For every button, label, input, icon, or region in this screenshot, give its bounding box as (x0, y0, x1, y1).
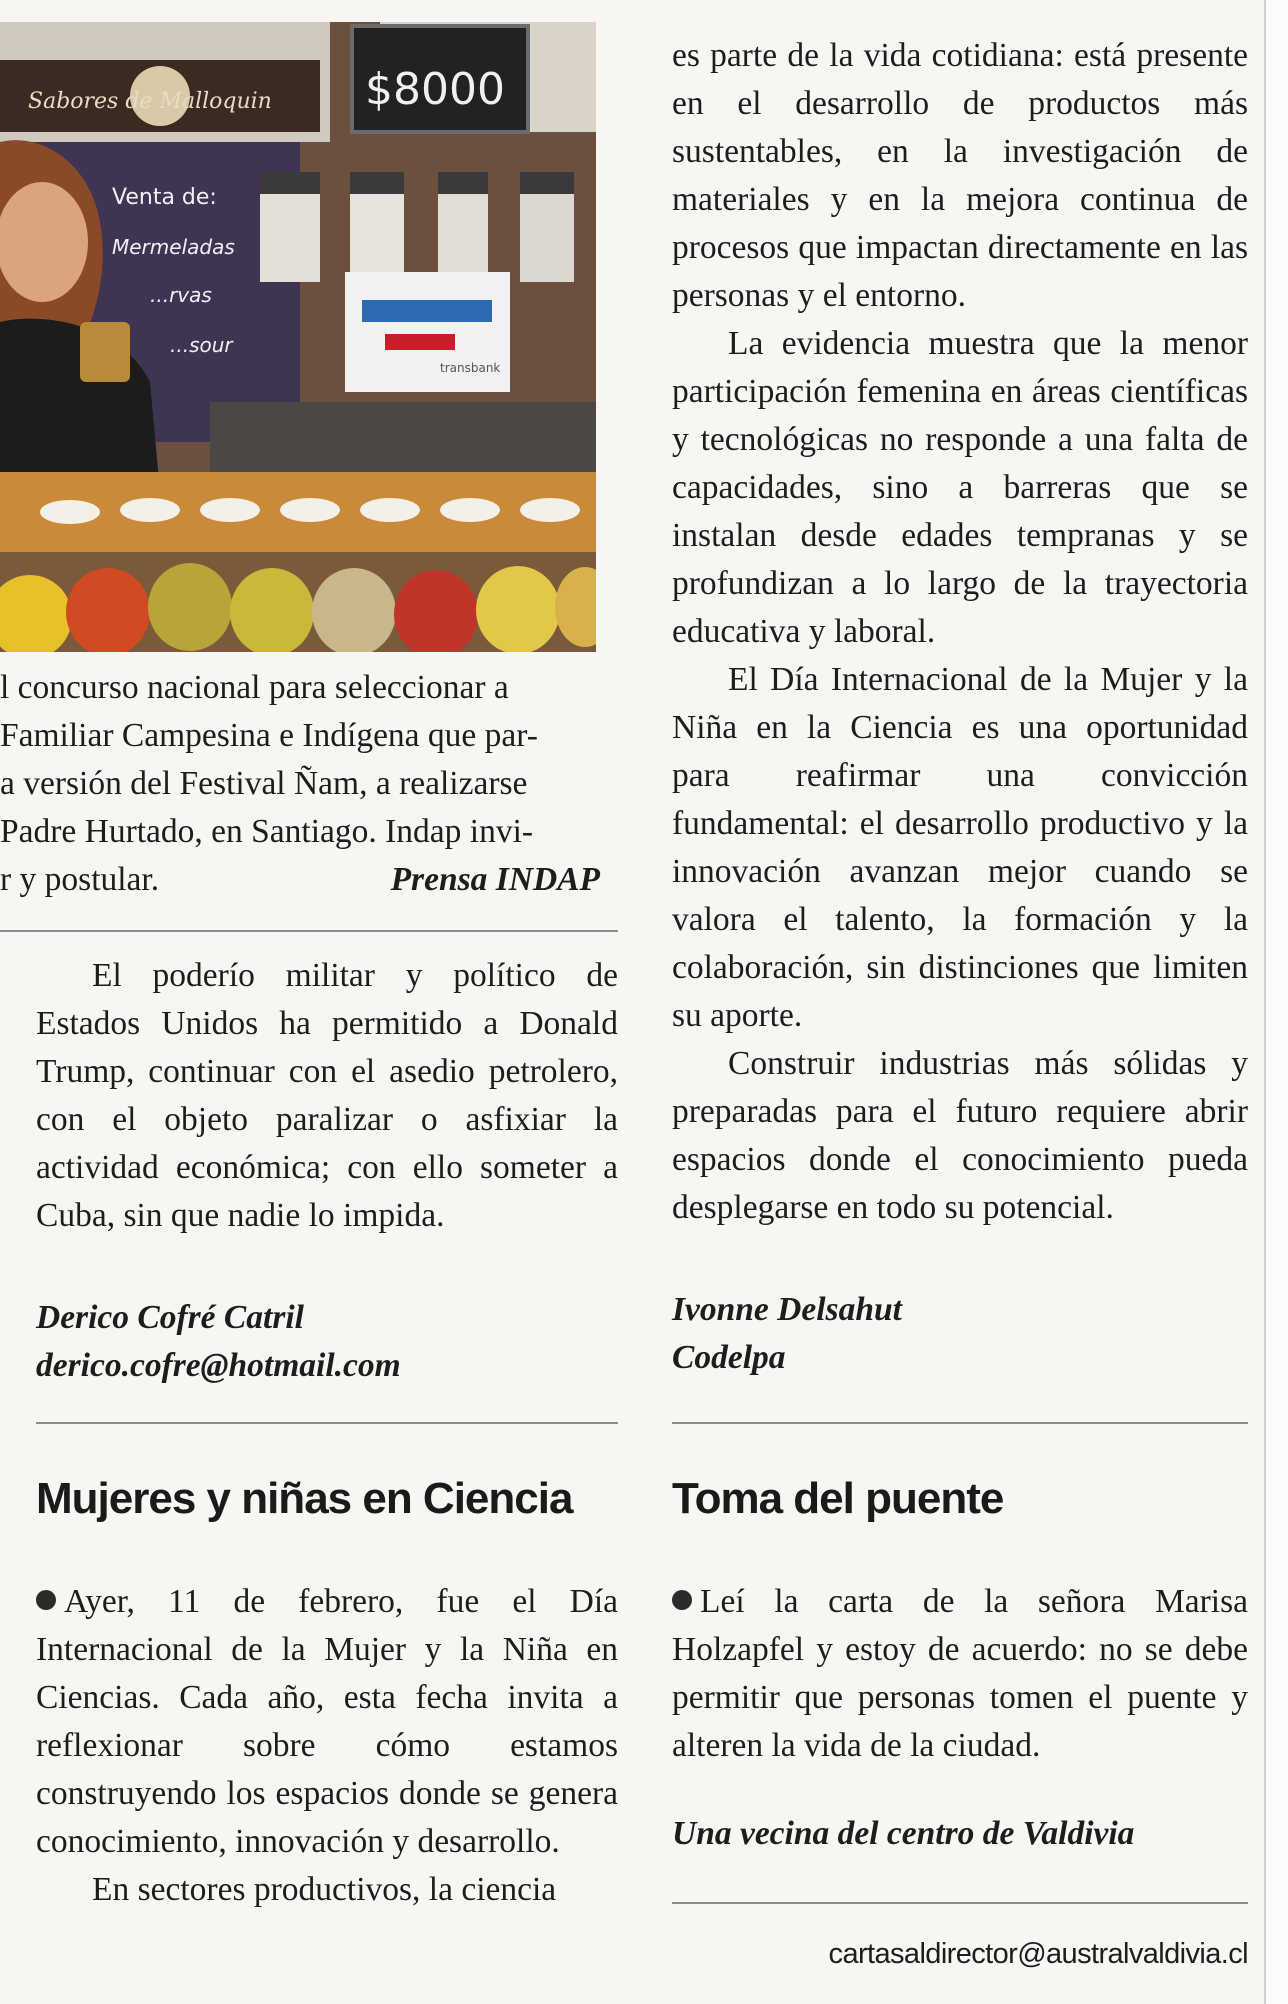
letter-ciencia-paragraph-1: Ayer, 11 de febrero, fue el Día Internacional de la Mujer y la Niña en Ciencias. Cada año, esta fecha invita a reflexionar sobre cómo estamos construyendo los espacios donde se genera conocimiento, innovación y desarrollo. (36, 1583, 618, 1860)
caption-line-3: a versión del Festival Ñam, a realizarse (0, 765, 528, 802)
letter-ciencia (36, 1578, 618, 1914)
banner-line-3: ...rvas (150, 283, 212, 307)
continuation-paragraph-2: La evidencia muestra que la menor participación femenina en áreas científicas y tecnológicas no responde a una falta de capacidades, sino a barreras que se instalan desde edades tempranas y se profundizan a lo largo de la trayectoria educativa y laboral. (672, 325, 1248, 650)
market-stall-photo (0, 22, 596, 652)
caption-line-5: r y postular. (0, 861, 160, 898)
letter-ciencia-org: Codelpa (672, 1339, 786, 1376)
divider (672, 1422, 1248, 1424)
banner-line-2: Mermeladas (112, 235, 235, 259)
divider (672, 1902, 1248, 1904)
letter-ciencia-paragraph-2: En sectores productivos, la ciencia (92, 1871, 557, 1908)
letter-puente-body: Leí la carta de la señora Marisa Holzapfel y estoy de acuerdo: no se debe permitir que personas tomen el puente y alteren la vida de la ciudad. (672, 1583, 1248, 1764)
photo-illustration (0, 22, 596, 652)
letter-puente-author: Una vecina del centro de Valdivia (672, 1815, 1135, 1852)
letter-ciencia-continuation (672, 32, 1248, 1382)
letter-puente (672, 1578, 1248, 1858)
banner-line-1: Venta de: (112, 185, 217, 210)
continuation-paragraph-1: es parte de la vida cotidiana: está presente en el desarrollo de productos más sustentables, en la investigación de materiales y en la mejora continua de procesos que impactan directamente en las personas y el entorno. (672, 37, 1248, 314)
caption-line-1: l concurso nacional para seleccionar a (0, 669, 509, 706)
letter-cuba (36, 952, 618, 1390)
editor-email[interactable]: cartasaldirector@australvaldivia.cl (828, 1938, 1248, 1970)
price-board-text: $8000 (365, 64, 505, 115)
divider (0, 930, 618, 932)
letter-cuba-author: Derico Cofré Catril (36, 1299, 304, 1336)
continuation-paragraph-4: Construir industrias más sólidas y preparadas para el futuro requiere abrir espacios donde el conocimiento pueda desplegarse en todo su potencial. (672, 1045, 1248, 1226)
bullet-icon (672, 1590, 692, 1610)
banner-line-4: ...sour (170, 333, 233, 357)
letter-cuba-email: derico.cofre@hotmail.com (36, 1347, 401, 1384)
photo-credit: Prensa INDAP (390, 861, 600, 898)
brand-sign-text: Sabores de Malloquin (28, 89, 272, 114)
divider (36, 1422, 618, 1424)
card-sign-text: transbank (440, 361, 501, 375)
letter-cuba-body: El poderío militar y político de Estados Unidos ha permitido a Donald Trump, continuar con el asedio petrolero, con el objeto paralizar o asfixiar la actividad económica; con ello someter a Cuba, sin que nadie lo impida. (36, 957, 618, 1234)
continuation-paragraph-3: El Día Internacional de la Mujer y la Niña en la Ciencia es una oportunidad para reafirmar una convicción fundamental: el desarrollo productivo y la innovación avanzan mejor cuando se valora el talento, la formación y la colaboración, sin distinciones que limiten su aporte. (672, 661, 1248, 1034)
caption-line-2: Familiar Campesina e Indígena que par- (0, 717, 538, 754)
letter-puente-title: Toma del puente (672, 1474, 1004, 1523)
letter-ciencia-author: Ivonne Delsahut (672, 1291, 902, 1328)
photo-caption (0, 664, 600, 904)
bullet-icon (36, 1590, 56, 1610)
letter-ciencia-title: Mujeres y niñas en Ciencia (36, 1474, 573, 1523)
adjacent-page-edge (1264, 0, 1288, 2004)
caption-line-4: Padre Hurtado, en Santiago. Indap invi- (0, 813, 534, 850)
